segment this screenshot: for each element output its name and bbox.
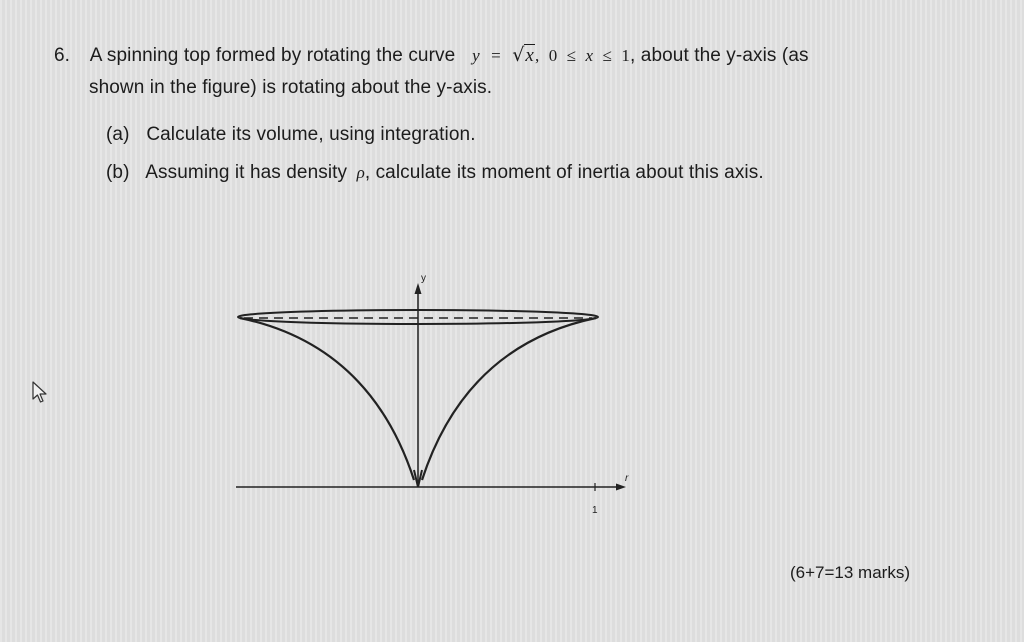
range-upper: 1: [621, 46, 631, 65]
equals-sign: =: [491, 46, 501, 65]
left-profile-curve: [240, 318, 414, 480]
x-axis-arrow: [616, 484, 626, 491]
part-a-text: Calculate its volume, using integration.: [146, 124, 476, 145]
question-number: 6.: [54, 45, 71, 66]
question-intro-text: A spinning top formed by rotating the curve: [89, 45, 456, 66]
leq-sign-1: ≤: [566, 46, 577, 65]
sqrt-symbol: √: [512, 44, 525, 66]
right-profile-curve: [422, 318, 596, 480]
comma: ,: [534, 46, 540, 65]
marks-label: (6+7=13 marks): [790, 563, 910, 582]
y-axis-label: y: [421, 273, 426, 284]
part-b-label: (b): [106, 162, 130, 183]
curve-y-variable: y: [472, 46, 480, 65]
question-line-2: shown in the figure) is rotating about the y-axis.: [89, 77, 493, 98]
sqrt-radicand: x: [525, 45, 534, 66]
question-intro-text-2: , about the y-axis (as: [630, 45, 809, 66]
y-axis-arrow: [415, 283, 422, 294]
range-lower: 0: [548, 46, 558, 65]
leq-sign-2: ≤: [602, 46, 613, 65]
mouse-pointer-icon: [30, 380, 50, 404]
density-symbol: ρ: [356, 163, 365, 182]
part-a-label: (a): [106, 124, 130, 145]
part-b-text-1: Assuming it has density: [145, 162, 348, 183]
x-axis-label: r: [625, 473, 629, 484]
x-tick-label: 1: [592, 505, 598, 516]
range-variable: x: [585, 46, 594, 65]
part-b-text-2: , calculate its moment of inertia about this axis.: [364, 162, 764, 183]
